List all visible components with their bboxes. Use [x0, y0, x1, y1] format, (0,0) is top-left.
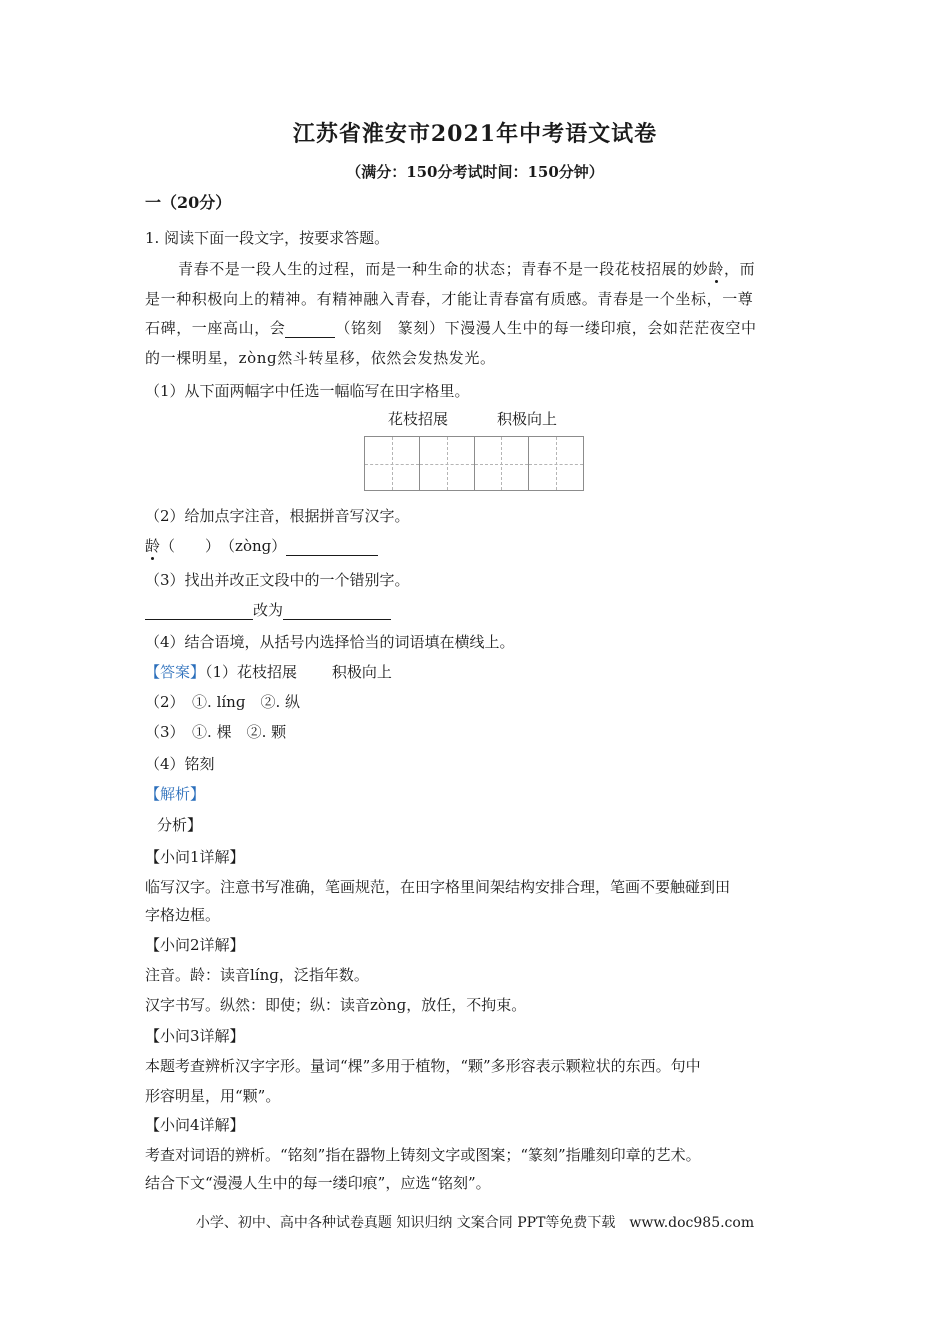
q1-detail-text-1-text: 临写汉字。注意书写准确，笔画规范，在田字格里间架结构安排合理，笔画不要触碰到田: [145, 878, 731, 896]
answer-3-text: （3） ①. 棵 ②. 颗: [145, 723, 287, 741]
copy-word-b: [497, 409, 557, 429]
passage-line-4: [145, 348, 805, 368]
q4-detail-text-2: [145, 1173, 491, 1193]
zong-blank: [286, 539, 378, 556]
question-intro: [145, 228, 389, 248]
answer-1-text: （1）花枝招展 积极向上: [205, 663, 392, 681]
q4-detail-text-1-text: 考查对词语的辨析。“铭刻”指在器物上铸刻文字或图案；“篆刻”指雕刻印章的艺术。: [145, 1146, 701, 1164]
sub-question-1: [145, 381, 470, 401]
q3-detail-text-1: [145, 1056, 701, 1076]
q2-detail-text-1-text: 注音。龄：读音línɡ，泛指年数。: [145, 966, 369, 984]
sub-question-2-answer-line: [145, 536, 378, 556]
passage-line-1-end: ，而: [724, 260, 756, 278]
passage-line-3-a: 石碑，一座高山，会: [145, 319, 286, 337]
footer-text: 小学、初中、高中各种试卷真题 知识归纳 文案合同 PPT等免费下载 www.doc985.com: [195, 1215, 755, 1231]
answer-line-4: [145, 754, 215, 774]
sub-question-4: [145, 632, 515, 652]
change-to-label: 改为: [253, 601, 284, 619]
sub-question-1-text: （1）从下面两幅字中任选一幅临写在田字格里。: [145, 382, 470, 400]
q3-detail-text-2-text: 形容明星，用“颗”。: [145, 1087, 281, 1105]
title-text: 江苏省淮安市2021年中考语文试卷: [292, 121, 658, 147]
passage-line-4-text: 的一棵明星，zònɡ然斗转星移，依然会发热发光。: [145, 349, 496, 367]
dotted-char: 龄: [708, 260, 725, 278]
q3-detail-text-2: [145, 1086, 280, 1106]
dotted-char-ling: 龄: [145, 537, 161, 555]
page-subtitle: [0, 162, 950, 182]
fill-blank: [285, 321, 335, 338]
q1-detail-text-2: [145, 905, 220, 925]
subtitle-text: （满分：150分考试时间：150分钟）: [346, 163, 604, 181]
passage-line-3: [145, 318, 805, 338]
copy-word-a-text: 花枝招展: [388, 410, 449, 428]
pinyin-paren: （ ）: [160, 537, 213, 555]
passage-line-2: [145, 289, 805, 309]
answer-line-3: [145, 722, 286, 742]
sub-question-3: [145, 570, 410, 590]
sub-question-2: [145, 506, 410, 526]
q4-detail-heading-text: 【小问4详解】: [145, 1116, 245, 1134]
q2-detail-heading-text: 【小问2详解】: [145, 936, 245, 954]
question-intro-text: 1. 阅读下面一段文字，按要求答题。: [145, 229, 390, 247]
sub-question-3-text: （3）找出并改正文段中的一个错别字。: [145, 571, 410, 589]
q1-detail-text-2-text: 字格边框。: [145, 906, 221, 924]
q1-detail-heading: [145, 847, 245, 867]
passage-line-2-text: 是一种积极向上的精神。有精神融入青春，才能让青春富有质感。青春是一个坐标，一尊: [145, 290, 754, 308]
q4-detail-heading: [145, 1115, 245, 1135]
tianzi-cell: [420, 437, 475, 490]
tianzi-cell: [529, 437, 583, 490]
section-heading: [145, 193, 231, 213]
q1-detail-heading-text: 【小问1详解】: [145, 848, 245, 866]
analysis-label: 【解析】: [145, 785, 206, 803]
q1-detail-text-1: [145, 877, 730, 897]
copy-word-a: [388, 409, 448, 429]
tianzi-cell: [365, 437, 420, 490]
pinyin-zong: （zònɡ）: [227, 537, 287, 555]
analysis-fenxi: 分析】: [157, 816, 203, 834]
passage-line-1: [178, 259, 838, 279]
sub-question-3-answer-line: [145, 600, 391, 620]
q2-detail-heading: [145, 935, 245, 955]
tianzi-cell: [475, 437, 530, 490]
q4-detail-text-2-text: 结合下文“漫漫人生中的每一缕印痕”，应选“铭刻”。: [145, 1174, 491, 1192]
page-title: [0, 120, 950, 148]
section-heading-text: 一（20分）: [145, 193, 232, 212]
q3-detail-heading-text: 【小问3详解】: [145, 1027, 245, 1045]
q2-detail-text-2-text: 汉字书写。纵然：即使；纵：读音zònɡ，放任，不拘束。: [145, 996, 527, 1014]
answer-label: 【答案】: [145, 663, 206, 681]
analysis-fenxi-line: [157, 815, 202, 835]
wrong-char-blank: [145, 603, 253, 620]
q2-detail-text-2: [145, 995, 526, 1015]
q3-detail-heading: [145, 1026, 245, 1046]
copy-word-b-text: 积极向上: [497, 410, 558, 428]
answer-2-text: （2） ①. línɡ ②. 纵: [145, 693, 300, 711]
q2-detail-text-1: [145, 965, 369, 985]
q4-detail-text-1: [145, 1145, 701, 1165]
answer-4-text: （4）铭刻: [145, 755, 215, 773]
passage-line-3-b: （铭刻 篆刻）下漫漫人生中的每一缕印痕，会如茫茫夜空中: [335, 319, 757, 337]
passage-line-1-text: 青春不是一段人生的过程，而是一种生命的状态；青春不是一段花枝招展的妙: [178, 260, 709, 278]
tianzi-grid: [364, 436, 584, 491]
answer-line-1: [145, 662, 392, 682]
correct-char-blank: [283, 603, 391, 620]
page-footer: [0, 1213, 950, 1233]
q3-detail-text-1-text: 本题考查辨析汉字字形。量词“棵”多用于植物，“颗”多形容表示颗粒状的东西。句中: [145, 1057, 701, 1075]
sub-question-4-text: （4）结合语境，从括号内选择恰当的词语填在横线上。: [145, 633, 515, 651]
sub-question-2-text: （2）给加点字注音，根据拼音写汉字。: [145, 507, 410, 525]
analysis-label-line: [145, 784, 205, 804]
answer-line-2: [145, 692, 300, 712]
